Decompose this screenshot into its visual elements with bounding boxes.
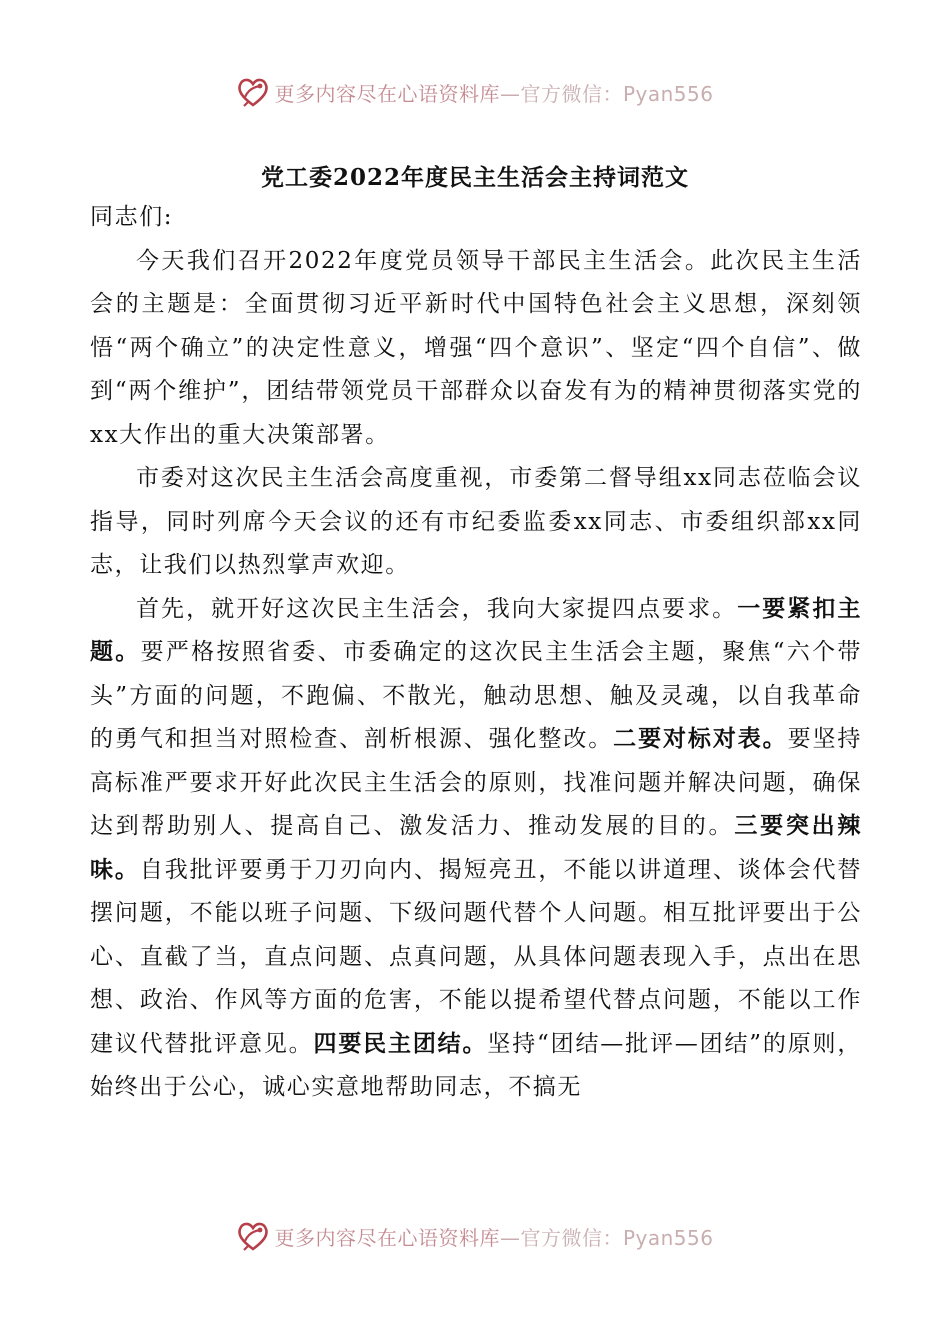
watermark-text (274, 1222, 713, 1251)
watermark-brand: 更多内容尽在心语资料库 (274, 1225, 500, 1250)
requirement-1-title: 一要紧扣主题。 (90, 595, 863, 665)
requirements-intro: 首先，就开好这次民主生活会，我向大家提四点要求。 (136, 595, 738, 622)
heart-logo-icon (236, 1219, 270, 1253)
heart-logo-icon (236, 75, 270, 109)
watermark-separator: — (499, 81, 521, 106)
paragraph-3 (90, 588, 862, 1110)
requirement-2-title: 二要对标对表。 (613, 726, 788, 752)
document-body (90, 196, 862, 1110)
requirement-2-text: 要坚持高标准严要求开好此次民主生活会的原则，找准问题并解决问题，确保达到帮助别人、提高自己、激发活力、推动发展的目的。 (90, 726, 862, 839)
watermark-separator: — (499, 1225, 521, 1250)
watermark-contact: 官方微信：Pyan556 (520, 81, 714, 106)
requirement-3-title: 三要突出辣味。 (90, 813, 863, 883)
requirement-4-text: 坚持“团结—批评—团结”的原则，始终出于公心，诚心实意地帮助同志，不搞无 (90, 1030, 862, 1100)
greeting: 同志们: (90, 204, 174, 230)
requirement-4-title: 四要民主团结。 (313, 1030, 488, 1057)
watermark-header (0, 72, 950, 112)
paragraph-2: 市委对这次民主生活会高度重视，市委第二督导组xx同志莅临会议指导，同时列席今天会议的还有市纪委监委xx同志、市委组织部xx同志，让我们以热烈掌声欢迎。 (90, 465, 862, 578)
requirement-1-text: 要严格按照省委、市委确定的这次民主生活会主题，聚焦“六个带头”方面的问题，不跑偏、不散光，触动思想、触及灵魂，以自我革命的勇气和担当对照检查、剖析根源、强化整改。 (90, 639, 862, 752)
watermark-footer (0, 1216, 950, 1256)
paragraph-1: 今天我们召开2022年度党员领导干部民主生活会。此次民主生活会的主题是：全面贯彻习近平新时代中国特色社会主义思想，深刻领悟“两个确立”的决定性意义，增强“四个意识”、坚定“四个自信”、做到“两个维护”，团结带领党员干部群众以奋发有为的精神贯彻落实党的xx大作出的重大决策部署。 (90, 247, 862, 448)
requirement-3-text: 自我批评要勇于刀刃向内、揭短亮丑，不能以讲道理、谈体会代替摆问题，不能以班子问题、下级问题代替个人问题。相互批评要出于公心、直截了当，直点问题、点真问题，从具体问题表现入手，点出在思想、政治、作风等方面的危害，不能以提希望代替点问题，不能以工作建议代替批评意见。 (90, 856, 862, 1057)
watermark-text (274, 78, 713, 107)
watermark-contact: 官方微信：Pyan556 (520, 1225, 714, 1250)
watermark-brand: 更多内容尽在心语资料库 (274, 81, 500, 106)
document-title: 党工委2022年度民主生活会主持词范文 (260, 164, 689, 191)
